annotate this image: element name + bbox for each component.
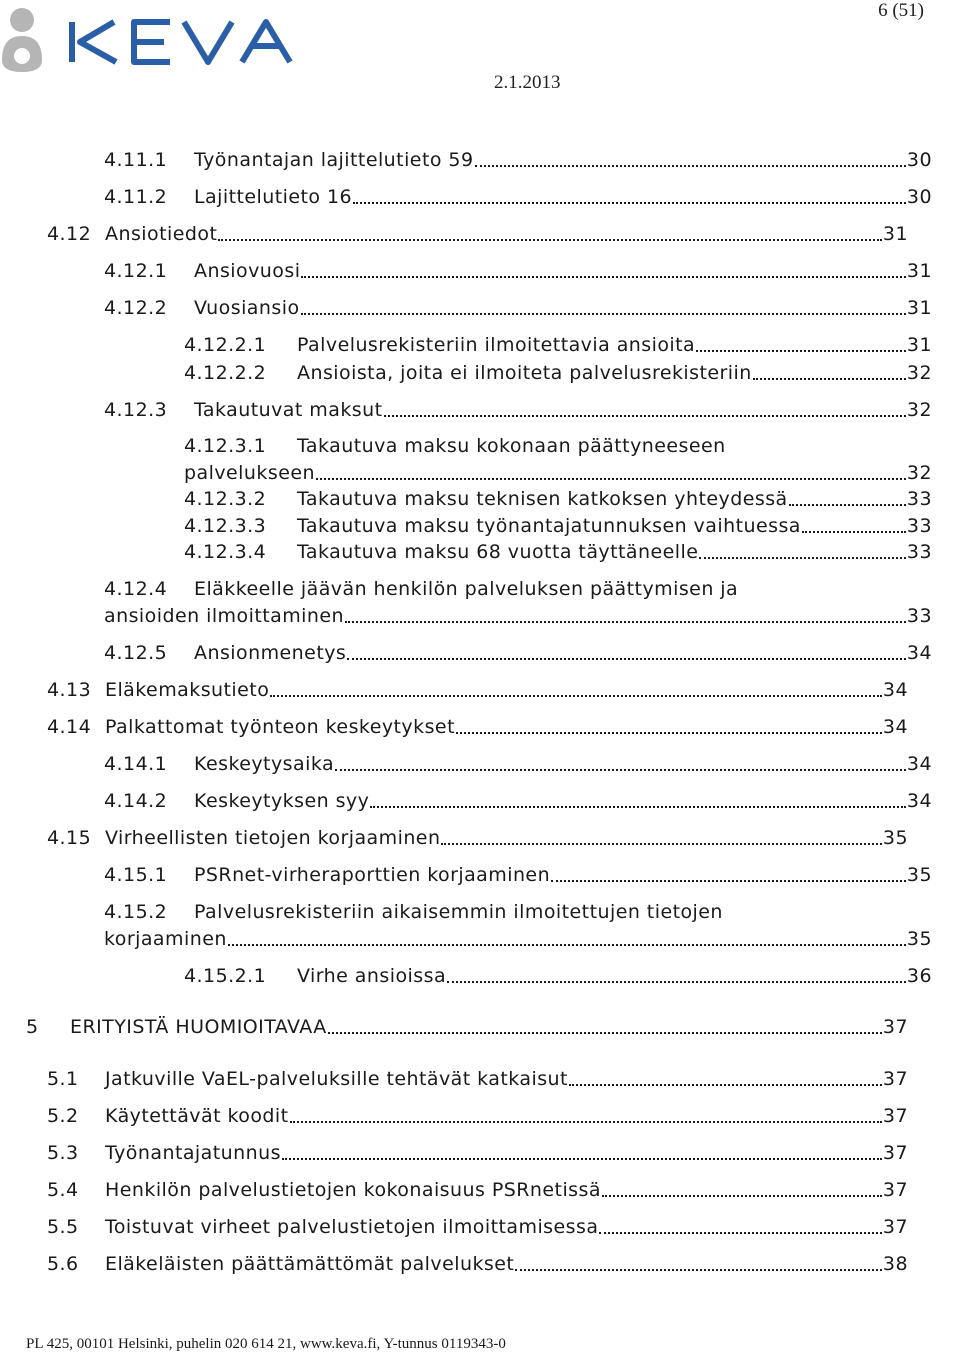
- toc-page-number: 31: [882, 223, 908, 245]
- toc-title: Henkilön palvelustietojen kokonaisuus PSRnetissä: [105, 1179, 601, 1201]
- toc-leader-dots: [789, 504, 906, 506]
- toc-number: 4.13: [47, 679, 92, 701]
- toc-title: Vuosiansio: [194, 297, 300, 319]
- toc-entry[interactable]: [184, 460, 932, 486]
- toc-page-number: 33: [906, 541, 932, 563]
- toc-leader-dots: [345, 621, 906, 623]
- toc-entry[interactable]: [104, 603, 932, 629]
- toc-number: 4.12.3.2: [184, 488, 267, 510]
- toc-page-number: 32: [906, 462, 932, 484]
- toc-leader-dots: [447, 981, 906, 983]
- toc-entry[interactable]: [184, 963, 932, 989]
- toc-page-number: 30: [906, 186, 932, 208]
- toc-entry[interactable]: [104, 258, 932, 284]
- toc-page-number: 38: [882, 1253, 908, 1275]
- toc-page-number: 36: [906, 965, 932, 987]
- toc-page-number: 34: [906, 642, 932, 664]
- toc-number: 5.4: [47, 1179, 79, 1201]
- toc-leader-dots: [475, 165, 906, 167]
- toc-entry[interactable]: [104, 295, 932, 321]
- toc-number: 4.14.1: [104, 753, 168, 775]
- toc-leader-dots: [301, 276, 905, 278]
- toc-page-number: 37: [882, 1179, 908, 1201]
- toc-number: 4.14.2: [104, 790, 168, 812]
- toc-page-number: 37: [882, 1016, 908, 1038]
- toc-page-number: 33: [906, 488, 932, 510]
- toc-leader-dots: [456, 732, 882, 734]
- toc-number: 4.12.3.3: [184, 515, 267, 537]
- toc-number: 5: [26, 1016, 39, 1038]
- toc-leader-dots: [515, 1269, 882, 1271]
- toc-number: 4.12.1: [104, 260, 168, 282]
- toc-page-number: 35: [906, 928, 932, 950]
- toc-page-number: 34: [882, 679, 908, 701]
- toc-title: Takautuvat maksut: [194, 399, 383, 421]
- toc-number: 4.14: [47, 716, 92, 738]
- toc-entry[interactable]: [47, 677, 908, 703]
- toc-leader-dots: [316, 478, 906, 480]
- toc-leader-dots: [602, 1195, 882, 1197]
- toc-title: ERITYISTÄ HUOMIOITAVAA: [70, 1016, 327, 1038]
- toc-title: Työnantajatunnus: [105, 1142, 281, 1164]
- toc-title: Palvelusrekisteriin aikaisemmin ilmoitettujen tietojen: [194, 901, 723, 923]
- toc-entry[interactable]: [47, 1214, 908, 1240]
- toc-title: Käytettävät koodit: [105, 1105, 289, 1127]
- toc-number: 4.12.3.1: [184, 435, 267, 457]
- toc-leader-dots: [753, 378, 906, 380]
- toc-page-number: 37: [882, 1142, 908, 1164]
- toc-leader-dots: [328, 1032, 882, 1034]
- toc-number: 4.12: [47, 223, 92, 245]
- toc-number: 4.12.2.2: [184, 362, 267, 384]
- toc-leader-dots: [551, 880, 906, 882]
- toc-page-number: 35: [882, 827, 908, 849]
- toc-leader-dots: [599, 1232, 881, 1234]
- toc-page-number: 34: [906, 790, 932, 812]
- toc-number: 4.15: [47, 827, 92, 849]
- toc-page-number: 37: [882, 1068, 908, 1090]
- toc-entry[interactable]: [184, 486, 932, 512]
- toc-number: 4.12.2: [104, 297, 168, 319]
- toc-page-number: 35: [906, 864, 932, 886]
- toc-title-continued: korjaaminen: [104, 928, 227, 950]
- toc-leader-dots: [353, 202, 906, 204]
- toc-number: 4.15.2: [104, 901, 168, 923]
- toc-title: Takautuva maksu työnantajatunnuksen vaihtuessa: [297, 515, 801, 537]
- toc-title: Ansiotiedot: [105, 223, 218, 245]
- toc-entry[interactable]: [184, 513, 932, 539]
- toc-entry[interactable]: [104, 926, 932, 952]
- toc-title: Virhe ansioissa: [297, 965, 447, 987]
- toc-title: Lajittelutieto 16: [194, 186, 353, 208]
- toc-leader-dots: [699, 557, 906, 559]
- page-number: 6 (51): [878, 0, 924, 21]
- toc-leader-dots: [290, 1121, 882, 1123]
- toc-entry[interactable]: [104, 751, 932, 777]
- toc-entry[interactable]: [47, 221, 908, 247]
- toc-entry[interactable]: [47, 1103, 908, 1129]
- toc-leader-dots: [384, 415, 906, 417]
- toc-entry[interactable]: [104, 184, 932, 210]
- toc-entry[interactable]: [104, 862, 932, 888]
- toc-entry[interactable]: [47, 1251, 908, 1277]
- toc-page-number: 34: [882, 716, 908, 738]
- toc-number: 4.12.4: [104, 578, 168, 600]
- toc-title: Toistuvat virheet palvelustietojen ilmoittamisessa: [105, 1216, 599, 1238]
- toc-entry-line1[interactable]: [104, 576, 738, 602]
- toc-number: 4.12.2.1: [184, 334, 267, 356]
- toc-leader-dots: [441, 843, 881, 845]
- toc-page-number: 37: [882, 1216, 908, 1238]
- toc-title-continued: ansioiden ilmoittaminen: [104, 605, 345, 627]
- toc-title: Palkattomat työnteon keskeytykset: [105, 716, 455, 738]
- toc-entry[interactable]: [47, 1066, 908, 1092]
- toc-entry[interactable]: [184, 360, 932, 386]
- toc-title: Virheellisten tietojen korjaaminen: [105, 827, 441, 849]
- toc-number: 4.15.2.1: [184, 965, 267, 987]
- toc-entry[interactable]: [26, 1014, 908, 1040]
- toc-title: Keskeytysaika: [194, 753, 335, 775]
- toc-leader-dots: [696, 350, 906, 352]
- toc-number: 5.5: [47, 1216, 79, 1238]
- toc-leader-dots: [228, 944, 906, 946]
- toc-page-number: 33: [906, 605, 932, 627]
- toc-page-number: 32: [906, 362, 932, 384]
- toc-title: Eläkkeelle jäävän henkilön palveluksen päättymisen ja: [194, 578, 739, 600]
- toc-title: Takautuva maksu teknisen katkoksen yhteydessä: [297, 488, 788, 510]
- toc-page-number: 31: [906, 334, 932, 356]
- toc-title: PSRnet-virheraporttien korjaaminen: [194, 864, 551, 886]
- toc-entry-line1[interactable]: [104, 899, 723, 925]
- toc-entry[interactable]: [47, 825, 908, 851]
- toc-entry[interactable]: [47, 714, 908, 740]
- toc-entry[interactable]: [104, 147, 932, 173]
- toc-number: 4.11.2: [104, 186, 168, 208]
- toc-title: Takautuva maksu kokonaan päättyneeseen: [297, 435, 726, 457]
- toc-number: 4.12.3.4: [184, 541, 267, 563]
- toc-entry[interactable]: [184, 539, 932, 565]
- toc-number: 5.2: [47, 1105, 79, 1127]
- toc-entry[interactable]: [104, 397, 932, 423]
- toc-page-number: 31: [906, 260, 932, 282]
- toc-title: Takautuva maksu 68 vuotta täyttäneelle: [297, 541, 699, 563]
- toc-leader-dots: [347, 658, 906, 660]
- toc-title: Eläkemaksutieto: [105, 679, 270, 701]
- toc-title: Työnantajan lajittelutieto 59: [194, 149, 474, 171]
- toc-number: 4.11.1: [104, 149, 168, 171]
- toc-entry-line1[interactable]: [184, 433, 726, 459]
- toc-leader-dots: [270, 695, 882, 697]
- toc-leader-dots: [569, 1084, 882, 1086]
- toc-number: 4.12.5: [104, 642, 168, 664]
- document-date: 2.1.2013: [494, 72, 561, 93]
- toc-page-number: 37: [882, 1105, 908, 1127]
- page-footer: PL 425, 00101 Helsinki, puhelin 020 614 21, www.keva.fi, Y-tunnus 0119343-0: [26, 1336, 506, 1352]
- toc-entry[interactable]: [184, 332, 932, 358]
- toc-page-number: 34: [906, 753, 932, 775]
- toc-title: Palvelusrekisteriin ilmoitettavia ansioita: [297, 334, 696, 356]
- toc-title: Eläkeläisten päättämättömät palvelukset: [105, 1253, 515, 1275]
- toc-number: 5.6: [47, 1253, 79, 1275]
- toc-number: 4.12.3: [104, 399, 168, 421]
- toc-entry[interactable]: [47, 1140, 908, 1166]
- toc-page-number: 31: [906, 297, 932, 319]
- toc-number: 5.3: [47, 1142, 79, 1164]
- toc-title: Ansionmenetys: [194, 642, 347, 664]
- toc-number: 4.15.1: [104, 864, 168, 886]
- toc-leader-dots: [370, 806, 906, 808]
- toc-leader-dots: [301, 313, 906, 315]
- toc-entry[interactable]: [47, 1177, 908, 1203]
- toc-title: Ansioista, joita ei ilmoiteta palvelusrekisteriin: [297, 362, 752, 384]
- toc-leader-dots: [802, 531, 906, 533]
- toc-leader-dots: [282, 1158, 882, 1160]
- toc-title: Ansiovuosi: [194, 260, 301, 282]
- toc-title-continued: palvelukseen: [184, 462, 315, 484]
- toc-page-number: 32: [906, 399, 932, 421]
- toc-number: 5.1: [47, 1068, 79, 1090]
- toc-title: Keskeytyksen syy: [194, 790, 370, 812]
- toc-title: Jatkuville VaEL-palveluksille tehtävät katkaisut: [105, 1068, 568, 1090]
- toc-page-number: 30: [906, 149, 932, 171]
- toc-leader-dots: [218, 239, 882, 241]
- toc-entry[interactable]: [104, 788, 932, 814]
- toc-page-number: 33: [906, 515, 932, 537]
- toc-entry[interactable]: [104, 640, 932, 666]
- toc-leader-dots: [335, 769, 906, 771]
